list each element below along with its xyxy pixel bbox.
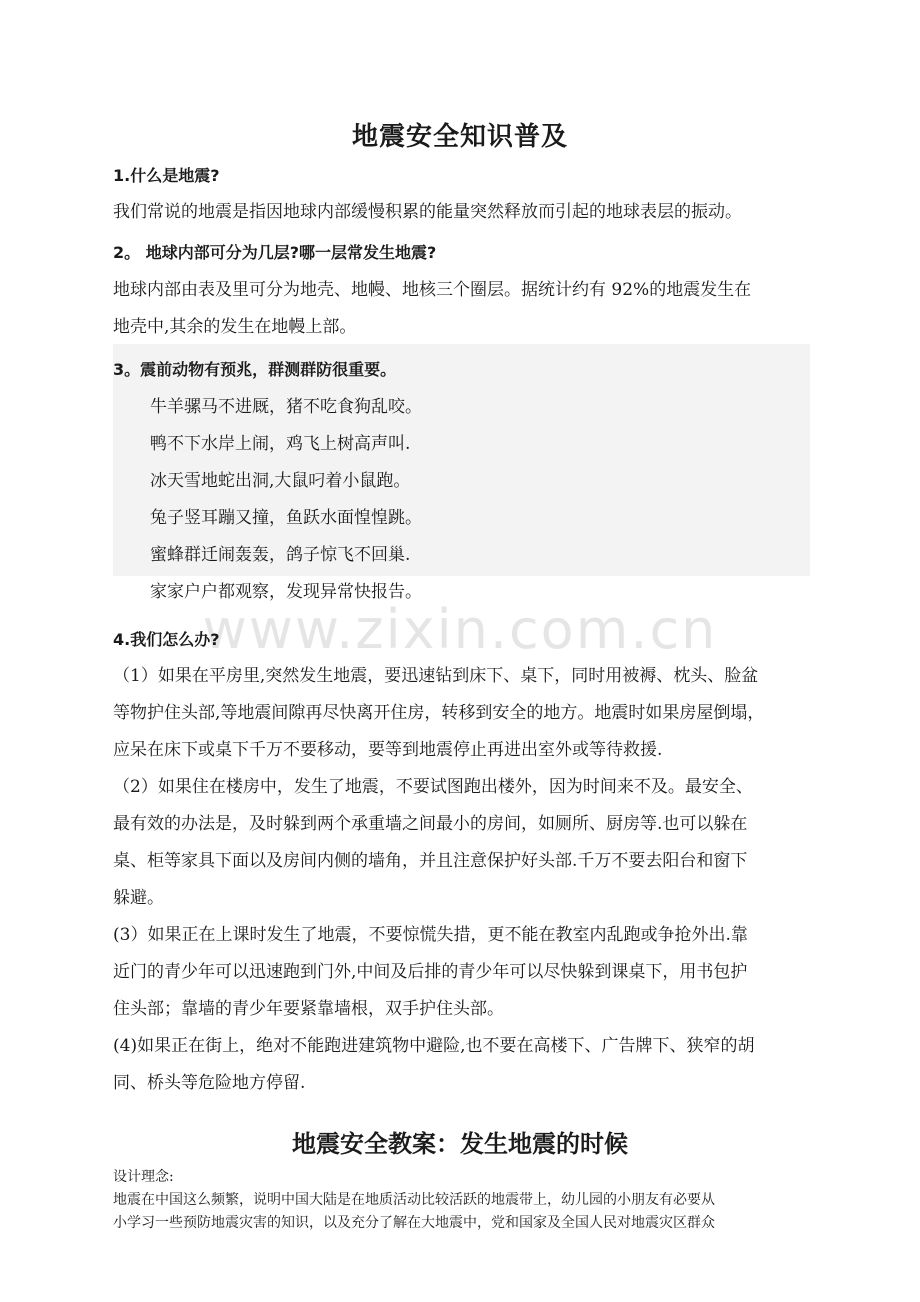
- text-line: (4)如果正在街上，绝对不能跑进建筑物中避险,也不要在高楼下、广告牌下、狭窄的胡: [113, 1036, 755, 1056]
- rhyme-block: [150, 389, 422, 611]
- page-title: 地震安全知识普及: [351, 122, 568, 152]
- text-line: 地震在中国这么频繁，说明中国大陆是在地质活动比较活跃的地震带上，幼儿园的小朋友有必要从: [113, 1192, 715, 1208]
- rhyme-line: 兔子竖耳蹦又撞，鱼跃水面惶惶跳。: [150, 508, 422, 528]
- question-2: 2。 地球内部可分为几层?哪一层常发生地震?: [113, 243, 437, 262]
- text-line: 等物护住头部,等地震间隙再尽快离开住房，转移到安全的地方。地震时如果房屋倒塌，: [113, 703, 765, 723]
- question-1: 1.什么是地震?: [113, 166, 220, 185]
- text-line: 我们常说的地震是指因地球内部缓慢积累的能量突然释放而引起的地球表层的振动。: [113, 202, 742, 222]
- watermark: www.zixin.com.cn: [202, 598, 718, 661]
- text-line: 应呆在床下或桌下千万不要移动，要等到地震停止再进出室外或等待救援.: [113, 740, 663, 760]
- text-line: 设计理念:: [113, 1169, 174, 1185]
- text-line: 地球内部由表及里可分为地壳、地幔、地核三个圈层。据统计约有 92%的地震发生在: [113, 280, 752, 300]
- text-line: （1）如果在平房里,突然发生地震，要迅速钻到床下、桌下，同时用被褥、枕头、脸盆: [113, 666, 759, 686]
- text-line: 躲避。: [113, 888, 164, 908]
- text-line: 最有效的办法是，及时躲到两个承重墙之间最小的房间，如厕所、厨房等.也可以躲在: [113, 814, 748, 834]
- rhyme-line: 蜜蜂群迁闹轰轰，鸽子惊飞不回巢.: [150, 545, 411, 565]
- text-line: 近门的青少年可以迅速跑到门外,中间及后排的青少年可以尽快躲到课桌下，用书包护: [113, 962, 748, 982]
- answer-2: [113, 272, 813, 346]
- text-line: 同、桥头等危险地方停留.: [113, 1073, 306, 1093]
- section-title: 地震安全教案：发生地震的时候: [292, 1130, 628, 1158]
- text-line: 住头部；靠墙的青少年要紧靠墙根，双手护住头部。: [113, 999, 504, 1019]
- answer-4-3: [113, 917, 813, 1028]
- rhyme-line: 牛羊骡马不进厩，猪不吃食狗乱咬。: [150, 397, 422, 417]
- answer-4-1: [113, 658, 813, 769]
- rhyme-line: 冰天雪地蛇出洞,大鼠叼着小鼠跑。: [150, 471, 411, 491]
- text-line: (3）如果正在上课时发生了地震，不要惊慌失措，更不能在教室内乱跑或争抢外出.靠: [113, 925, 748, 945]
- design-text: [113, 1189, 813, 1235]
- answer-4-2: [113, 769, 813, 917]
- text-line: 地壳中,其余的发生在地幔上部。: [113, 317, 357, 337]
- answer-4-4: [113, 1028, 813, 1102]
- text-line: （2）如果住在楼房中，发生了地震，不要试图跑出楼外，因为时间来不及。最安全、: [113, 777, 753, 797]
- rhyme-line: 鸭不下水岸上闹，鸡飞上树高声叫.: [150, 434, 411, 454]
- question-3: 3。震前动物有预兆，群测群防很重要。: [113, 360, 397, 379]
- question-4: 4.我们怎么办?: [113, 630, 220, 649]
- design-label: [113, 1166, 813, 1189]
- answer-1: [113, 194, 813, 231]
- rhyme-line: 家家户户都观察，发现异常快报告。: [150, 582, 422, 602]
- text-line: 桌、柜等家具下面以及房间内侧的墙角，并且注意保护好头部.千万不要去阳台和窗下: [113, 851, 748, 871]
- text-line: 小学习一些预防地震灾害的知识，以及充分了解在大地震中，党和国家及全国人民对地震灾区群众: [113, 1215, 715, 1231]
